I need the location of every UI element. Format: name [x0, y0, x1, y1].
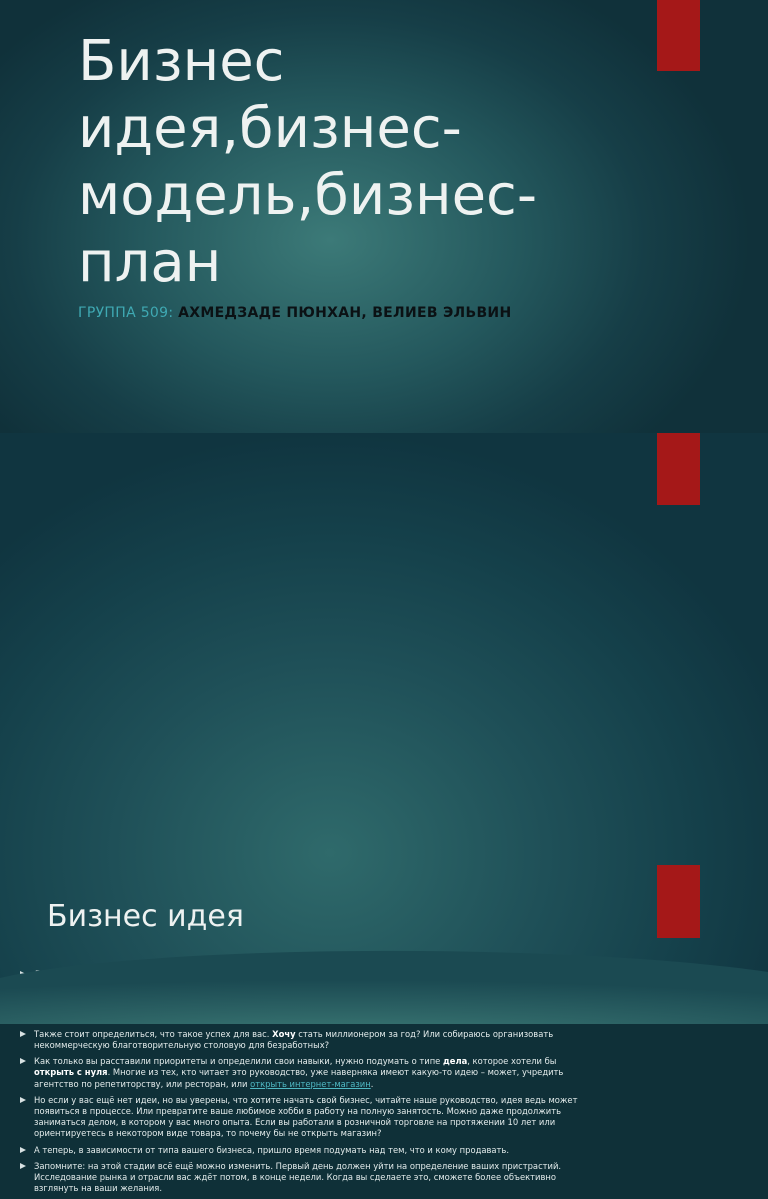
bullet-icon	[20, 1097, 26, 1103]
bullet-item	[20, 1029, 580, 1051]
bullet-text: Но если у вас ещё нет идеи, но вы уверены, что хотите начать свой бизнес, читайте наше руководство, идея ведь может появиться в процессе. Или превратите ваше любимое хобби в работу на полную занятость. Можно даже продолжить заниматься делом, в котором у вас много опыта. Если вы работали в розничной торговле на протяжении 10 лет или ориентируетесь в некотором виде товара, то почему бы не открыть магазин?	[34, 1094, 578, 1139]
bullet-icon	[20, 1147, 26, 1153]
bold-text: дела	[443, 1056, 468, 1067]
accent-bar	[657, 0, 700, 71]
bold-text: открыть с нуля	[34, 1067, 108, 1078]
bullet-text: Запомните: на этой стадии всё ещё можно изменить. Первый день должен уйти на определение ваших пристрастий. Исследование рынка и отрасли вас ждёт потом, в конце недели. Когда вы сделаете это, сможете более объективно взглянуть на ваши желания.	[34, 1160, 562, 1194]
group-label: ГРУППА 509:	[78, 305, 174, 321]
bold-text: Хочу	[272, 1028, 296, 1039]
bullet-icon	[20, 1031, 26, 1037]
bullet-text: Как только вы расставили приоритеты и определили свои навыки, нужно подумать о типе	[34, 1056, 443, 1067]
bullet-icon	[20, 1163, 26, 1169]
bullet-item	[20, 1056, 580, 1090]
bullet-text: стать миллионером за год? Или собираюсь организовать некоммерческую благотворительную столовую для безработных?	[34, 1028, 554, 1051]
online-store-link[interactable]: открыть интернет-магазин	[250, 1078, 371, 1089]
bullet-text: Также стоит определиться, что такое успех для вас.	[34, 1028, 273, 1039]
slide-title	[0, 0, 768, 433]
bullet-text: .	[370, 1078, 374, 1089]
bullet-item	[20, 1095, 580, 1140]
bullet-item	[20, 1145, 580, 1156]
slide-subtitle	[78, 305, 511, 321]
bullet-item	[20, 1161, 580, 1195]
next-slide-edge	[0, 950, 768, 1024]
bullet-icon	[20, 1058, 26, 1064]
accent-bar	[657, 865, 700, 938]
bullet-text: . Многие из тех, кто читает это руководство, уже наверняка имеют какую-то идею – может, учредить агентство по репетиторству, или ресторан, или	[34, 1067, 564, 1089]
slide-title-heading: Бизнес идея,бизнес-модель,бизнес-план	[78, 29, 538, 295]
bullet-text: А теперь, в зависимости от типа вашего бизнеса, пришло время подумать над тем, что и кому продавать.	[34, 1144, 510, 1155]
slide-business-idea	[0, 433, 768, 1194]
slide-heading: Бизнес идея	[47, 899, 244, 934]
author-names: АХМЕДЗАДЕ ПЮНХАН, ВЕЛИЕВ ЭЛЬВИН	[178, 305, 512, 321]
accent-bar	[657, 433, 700, 505]
bullet-text: , которое хотели бы	[467, 1056, 557, 1067]
